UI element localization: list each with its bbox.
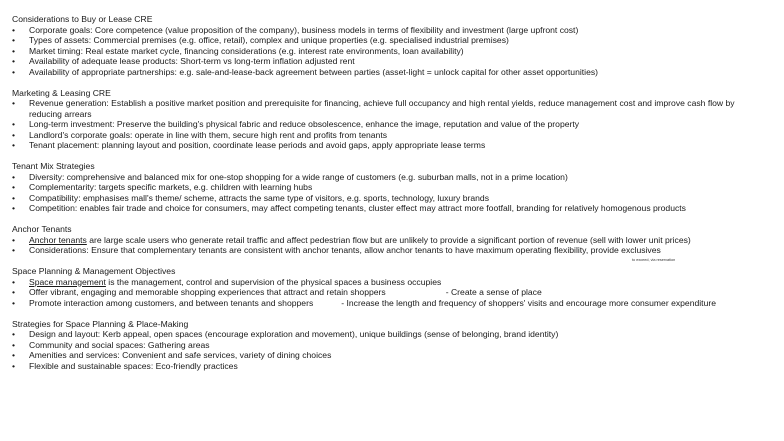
section-space-planning-strategies [12, 319, 780, 372]
bullet-icon: • [12, 140, 16, 150]
list-item: • Offer vibrant, engaging and memorable shopping experiences that attract and retain shoppers - Create a sense of place [12, 287, 542, 297]
section-heading: Considerations to Buy or Lease CRE [12, 14, 153, 24]
section-heading: Marketing & Leasing CRE [12, 87, 111, 98]
bullet-icon: • [12, 297, 16, 308]
list-item: • Types of assets: Commercial premises (e.g. office, retail), complex and unique properties (e.g. specialised industrial premises) [12, 35, 509, 45]
bullet-icon: • [12, 192, 16, 203]
bullet-icon: • [12, 119, 16, 129]
list-item: • Diversity: comprehensive and balanced mix for one-stop shopping for a wide range of customers (e.g. suburban malls, not in a prime location) [12, 171, 568, 182]
list-item: • Competition: enables fair trade and choice for consumers, may affect competing tenants, cluster effect may attract more footfall, branding for relatively homogenous products [12, 203, 686, 213]
list-item: • Availability of appropriate partnerships: e.g. sale-and-lease-back agreement between parties (asset-light = unlock capital for other asset opportunities) [12, 66, 599, 77]
section-heading: Tenant Mix Strategies [12, 161, 95, 171]
bullet-icon: • [12, 245, 16, 255]
section-tenant-mix [12, 161, 780, 214]
section-anchor-tenants [12, 224, 780, 256]
section-buy-or-lease [12, 14, 780, 77]
bullet-icon: • [12, 35, 16, 45]
section-heading: Space Planning & Management Objectives [12, 266, 176, 276]
underlined-term: Space management [29, 276, 106, 287]
bullet-icon: • [12, 98, 16, 108]
section-marketing-leasing [12, 88, 780, 151]
bullet-icon: • [12, 203, 16, 213]
bullet-icon: • [12, 129, 16, 140]
list-item: • Long-term investment: Preserve the building's physical fabric and reduce obsolescence, enhance the image, reputation and value of the property [12, 119, 580, 129]
list-item: • Community and social spaces: Gathering areas [12, 339, 210, 350]
handwritten-note: to exceed, via reservation [632, 258, 676, 262]
bullet-icon: • [12, 234, 16, 245]
list-item: • Amenities and services: Convenient and safe services, variety of dining choices [12, 350, 332, 360]
list-item: • Landlord's corporate goals: operate in line with them, secure high rent and profits from tenants [12, 129, 388, 140]
bullet-icon: • [12, 66, 16, 77]
bullet-icon: • [12, 24, 16, 35]
list-item: • Tenant placement: planning layout and position, coordinate lease periods and avoid gaps, apply appropriate lease terms [12, 140, 486, 150]
list-item: • Promote interaction among customers, and between tenants and shoppers - Increase the length and frequency of shoppers' visits and encourage more consumer expenditure [12, 297, 716, 308]
section-heading: Anchor Tenants [12, 224, 72, 234]
list-item: • Flexible and sustainable spaces: Eco-friendly practices [12, 360, 238, 371]
list-item: • Space management is the management, control and supervision of the physical spaces a business occupies [12, 276, 442, 287]
list-item: • Market timing: Real estate market cycle, financing considerations (e.g. interest rate environments, loan availability) [12, 45, 464, 56]
bullet-icon: • [12, 45, 16, 56]
bullet-icon: • [12, 56, 16, 66]
bullet-icon: • [12, 276, 16, 287]
underlined-term: Anchor tenants [29, 234, 87, 245]
list-item: • Anchor tenants are large scale users who generate retail traffic and affect pedestrian flow but are unlikely to provide a significant portion of revenue (sell with lower unit prices) [12, 234, 691, 245]
list-item: • Compatibility: emphasises mall's theme/ scheme, attracts the same type of visitors, e.g. sports, technology, luxury brands [12, 192, 490, 203]
bullet-icon: • [12, 339, 16, 350]
section-space-planning-objectives [12, 266, 780, 308]
list-item: • Considerations: Ensure that complementary tenants are consistent with anchor tenants, allow anchor tenants to have maximum operating flexibility, provide exclusives [12, 245, 661, 255]
list-item: • Complementarity: targets specific markets, e.g. children with learning hubs [12, 182, 313, 192]
list-item: • Corporate goals: Core competence (value proposition of the company), business models in terms of flexibility and investment (large upfront cost) [12, 24, 579, 35]
section-heading: Strategies for Space Planning & Place-Making [12, 318, 189, 329]
bullet-icon: • [12, 171, 16, 182]
notes-page [12, 14, 780, 382]
list-item: • Design and layout: Kerb appeal, open spaces (encourage exploration and movement), unique buildings (sense of belonging, brand identity) [12, 329, 559, 339]
bullet-icon: • [12, 350, 16, 360]
bullet-icon: • [12, 287, 16, 297]
bullet-icon: • [12, 329, 16, 339]
list-item: • Revenue generation: Establish a positive market position and prerequisite for financing, achieve full occupancy and high rental yields, reduce management cost and improve cash flow by reducing arrears [12, 98, 735, 119]
bullet-icon: • [12, 360, 16, 371]
list-item: • Availability of adequate lease products: Short-term vs long-term inflation adjusted rent [12, 56, 355, 66]
bullet-icon: • [12, 182, 16, 192]
